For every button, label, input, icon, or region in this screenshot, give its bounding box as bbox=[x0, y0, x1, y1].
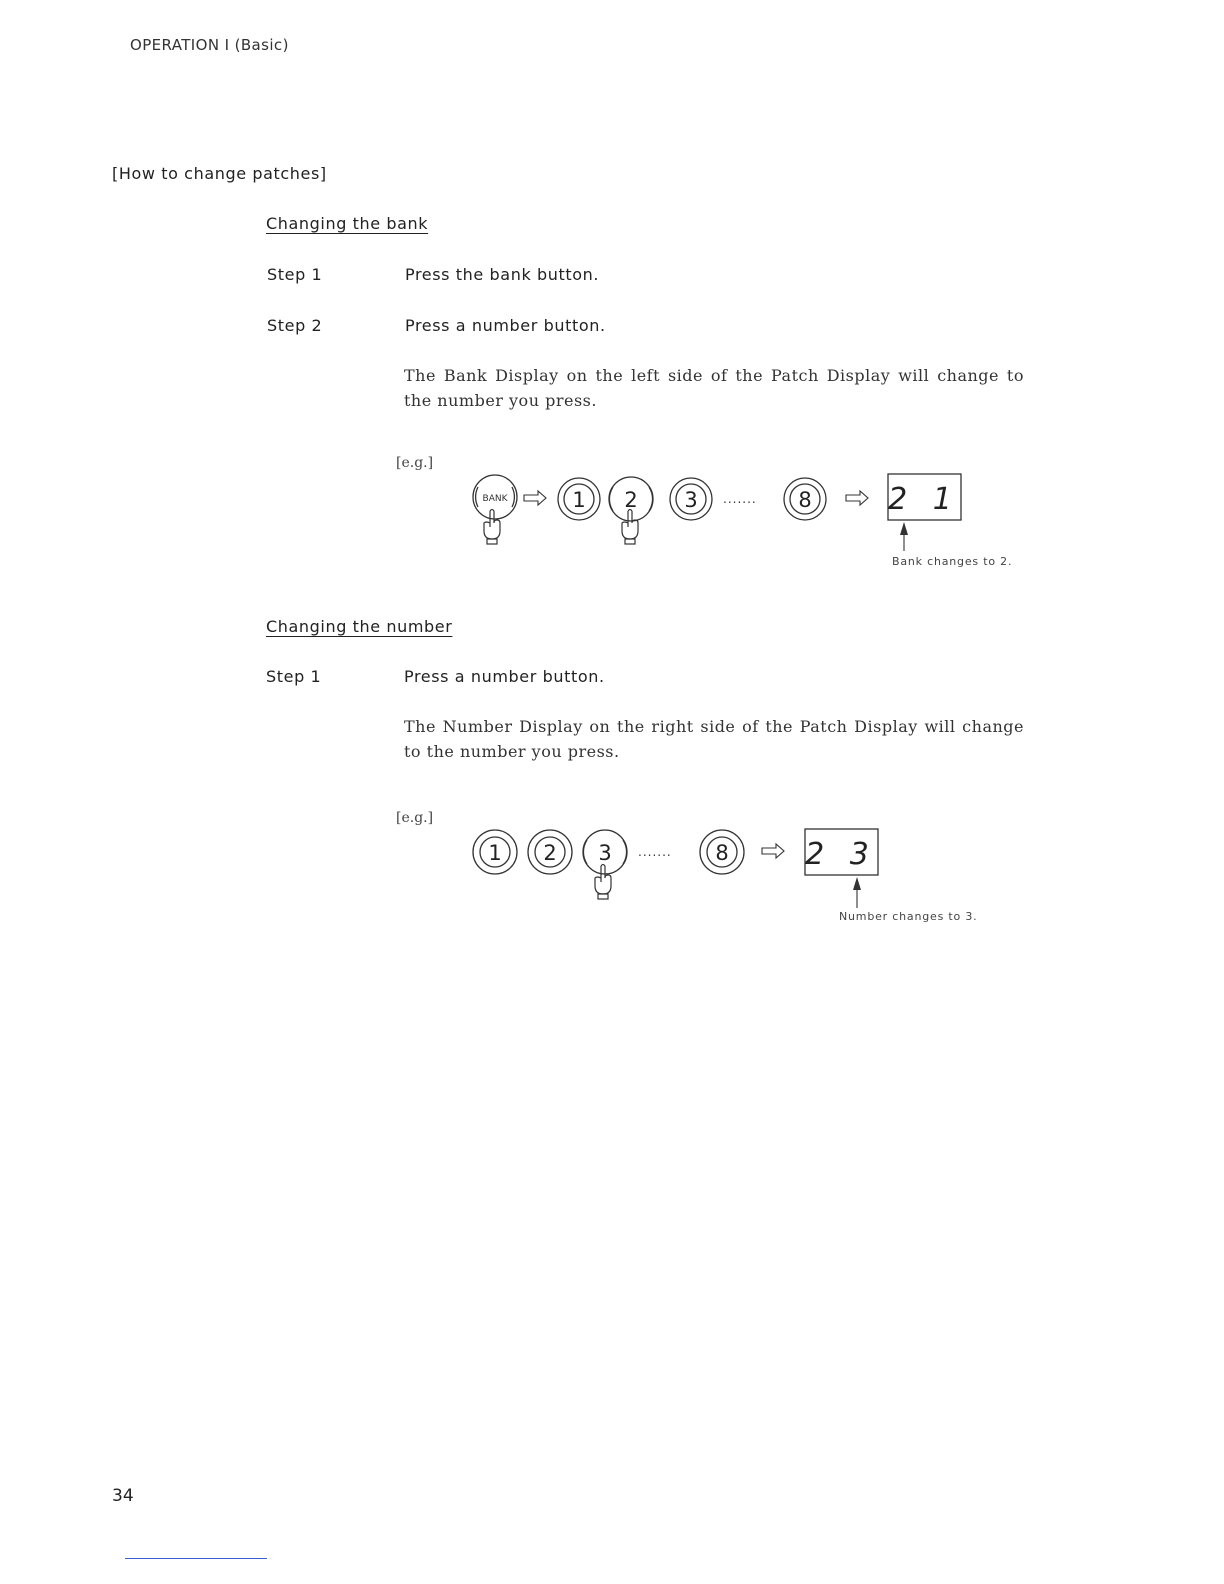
number-button-3-label: 3 bbox=[598, 841, 612, 865]
number-button-8-label: 8 bbox=[798, 488, 812, 512]
bank-description: The Bank Display on the left side of the Patch Display will change to the number you press. bbox=[404, 366, 1024, 410]
number-subheading: Changing the number bbox=[266, 617, 453, 636]
bank-step-1-label: Step 1 bbox=[267, 265, 323, 284]
number-description: The Number Display on the right side of the Patch Display will change to the number you press. bbox=[404, 717, 1024, 761]
page-number: 34 bbox=[112, 1486, 134, 1506]
number-button-1-label: 1 bbox=[572, 488, 586, 512]
press-hand-icon bbox=[595, 865, 611, 900]
bank-step-2-text: Press a number button. bbox=[405, 316, 606, 335]
number-button-8-icon bbox=[700, 830, 744, 874]
bank-step-2-label: Step 2 bbox=[267, 316, 323, 335]
patch-display-value: 2 3 bbox=[805, 837, 877, 872]
number-button-2-label: 2 bbox=[543, 841, 557, 865]
number-button-2-icon bbox=[609, 477, 653, 521]
arrow-right-icon bbox=[524, 491, 546, 505]
number-button-1-label: 1 bbox=[488, 841, 502, 865]
bank-button-icon bbox=[473, 475, 517, 519]
number-button-8-label: 8 bbox=[715, 841, 729, 865]
number-button-1-icon bbox=[558, 478, 600, 520]
bank-subheading: Changing the bank bbox=[266, 214, 429, 233]
page-header: OPERATION I (Basic) bbox=[130, 36, 289, 54]
bank-button-label: BANK bbox=[482, 494, 508, 504]
patch-display-value: 2 1 bbox=[888, 482, 960, 517]
number-button-1-icon bbox=[473, 830, 517, 874]
number-caption: Number changes to 3. bbox=[839, 910, 978, 923]
pointer-arrow-icon bbox=[853, 877, 861, 908]
bank-example-label: [e.g.] bbox=[396, 455, 434, 471]
footer-divider bbox=[125, 1558, 267, 1559]
number-button-3-icon bbox=[670, 478, 712, 520]
number-button-8-icon bbox=[784, 478, 826, 520]
number-step-1-label: Step 1 bbox=[266, 667, 322, 686]
arrow-right-icon bbox=[846, 491, 868, 505]
patch-display bbox=[805, 829, 878, 875]
pointer-arrow-icon bbox=[900, 522, 908, 551]
press-hand-icon bbox=[484, 510, 500, 545]
patch-display bbox=[888, 474, 961, 520]
bank-step-1-text: Press the bank button. bbox=[405, 265, 600, 284]
number-step-1-text: Press a number button. bbox=[404, 667, 605, 686]
number-button-3-label: 3 bbox=[684, 488, 698, 512]
ellipsis: ....... bbox=[638, 845, 672, 859]
ellipsis: ....... bbox=[723, 492, 757, 506]
number-button-2-label: 2 bbox=[624, 488, 638, 512]
arrow-right-icon bbox=[762, 844, 784, 858]
bank-caption: Bank changes to 2. bbox=[892, 555, 1013, 568]
number-example-label: [e.g.] bbox=[396, 810, 434, 826]
press-hand-icon bbox=[622, 510, 638, 545]
section-heading: [How to change patches] bbox=[112, 164, 327, 183]
number-button-2-icon bbox=[528, 830, 572, 874]
